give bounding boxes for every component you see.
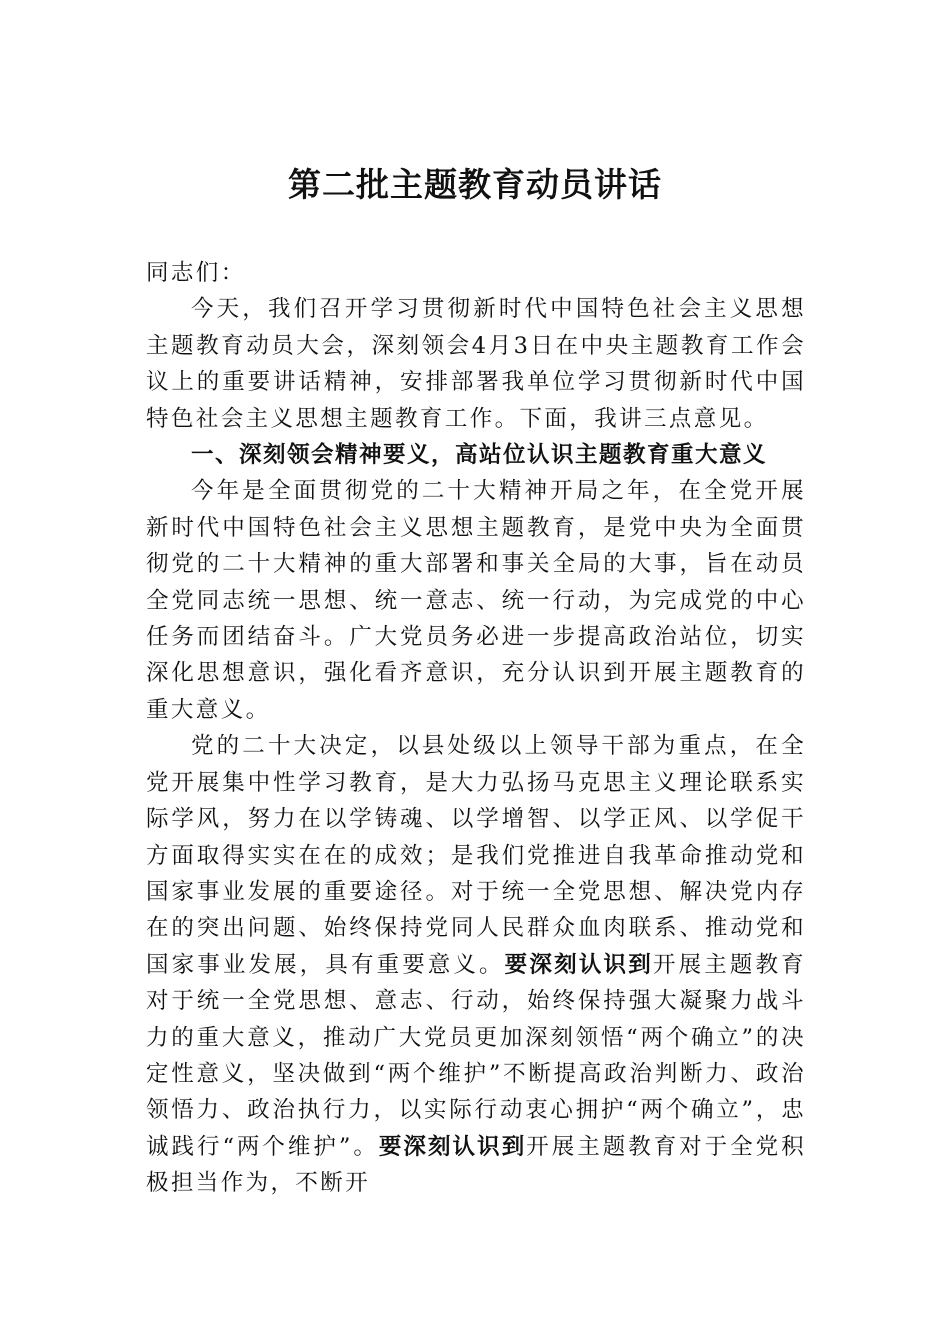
- paragraph-2-text-c: 开展主题教育对于全党积极担当作为，不断开: [146, 1133, 806, 1197]
- document-body: [146, 255, 806, 1202]
- section-heading-1: 一、深刻领会精神要义，高站位认识主题教育重大意义: [191, 442, 768, 469]
- salutation: 同志们：: [146, 260, 246, 286]
- paragraph-1: 今年是全面贯彻党的二十大精神开局之年，在全党开展新时代中国特色社会主义思想主题教育，是党中央为全面贯彻党的二十大精神的重大部署和事关全局的大事，旨在动员全党同志统一思想、统一意志、统一行动，为完成党的中心任务而团结奋斗。广大党员务必进一步提高政治站位，切实深化思想意识，强化看齐意识，充分认识到开展主题教育的重大意义。: [146, 478, 806, 723]
- paragraph-2-text-a: 党的二十大决定，以县处级以上领导干部为重点，在全党开展集中性学习教育，是大力弘扬马克思主义理论联系实际学风，努力在以学铸魂、以学增智、以学正风、以学促干方面取得实实在在的成效；是我们党推进自我革命推动党和国家事业发展的重要途径。对于统一全党思想、解决党内存在的突出问题、始终保持党同人民群众血肉联系、推动党和国家事业发展，具有重要意义。: [146, 733, 806, 978]
- paragraph-2: [146, 728, 806, 1201]
- emphasis-text-1: 要深刻认识到: [504, 951, 653, 978]
- document-title: 第二批主题教育动员讲话: [288, 165, 662, 204]
- paragraph-2-text-b: 开展主题教育对于统一全党思想、意志、行动，始终保持强大凝聚力战斗力的重大意义，推动广大党员更加深刻领悟“两个确立”的决定性意义，坚决做到“两个维护”不断提高政治判断力、政治领悟力、政治执行力，以实际行动衷心拥护“两个确立”，忠诚践行“两个维护”。: [146, 951, 806, 1160]
- intro-paragraph: 今天，我们召开学习贯彻新时代中国特色社会主义思想主题教育动员大会，深刻领会4月3日在中央主题教育工作会议上的重要讲话精神，安排部署我单位学习贯彻新时代中国特色社会主义思想主题教育工作。下面，我讲三点意见。: [146, 296, 806, 432]
- emphasis-text-2: 要深刻认识到: [378, 1133, 527, 1160]
